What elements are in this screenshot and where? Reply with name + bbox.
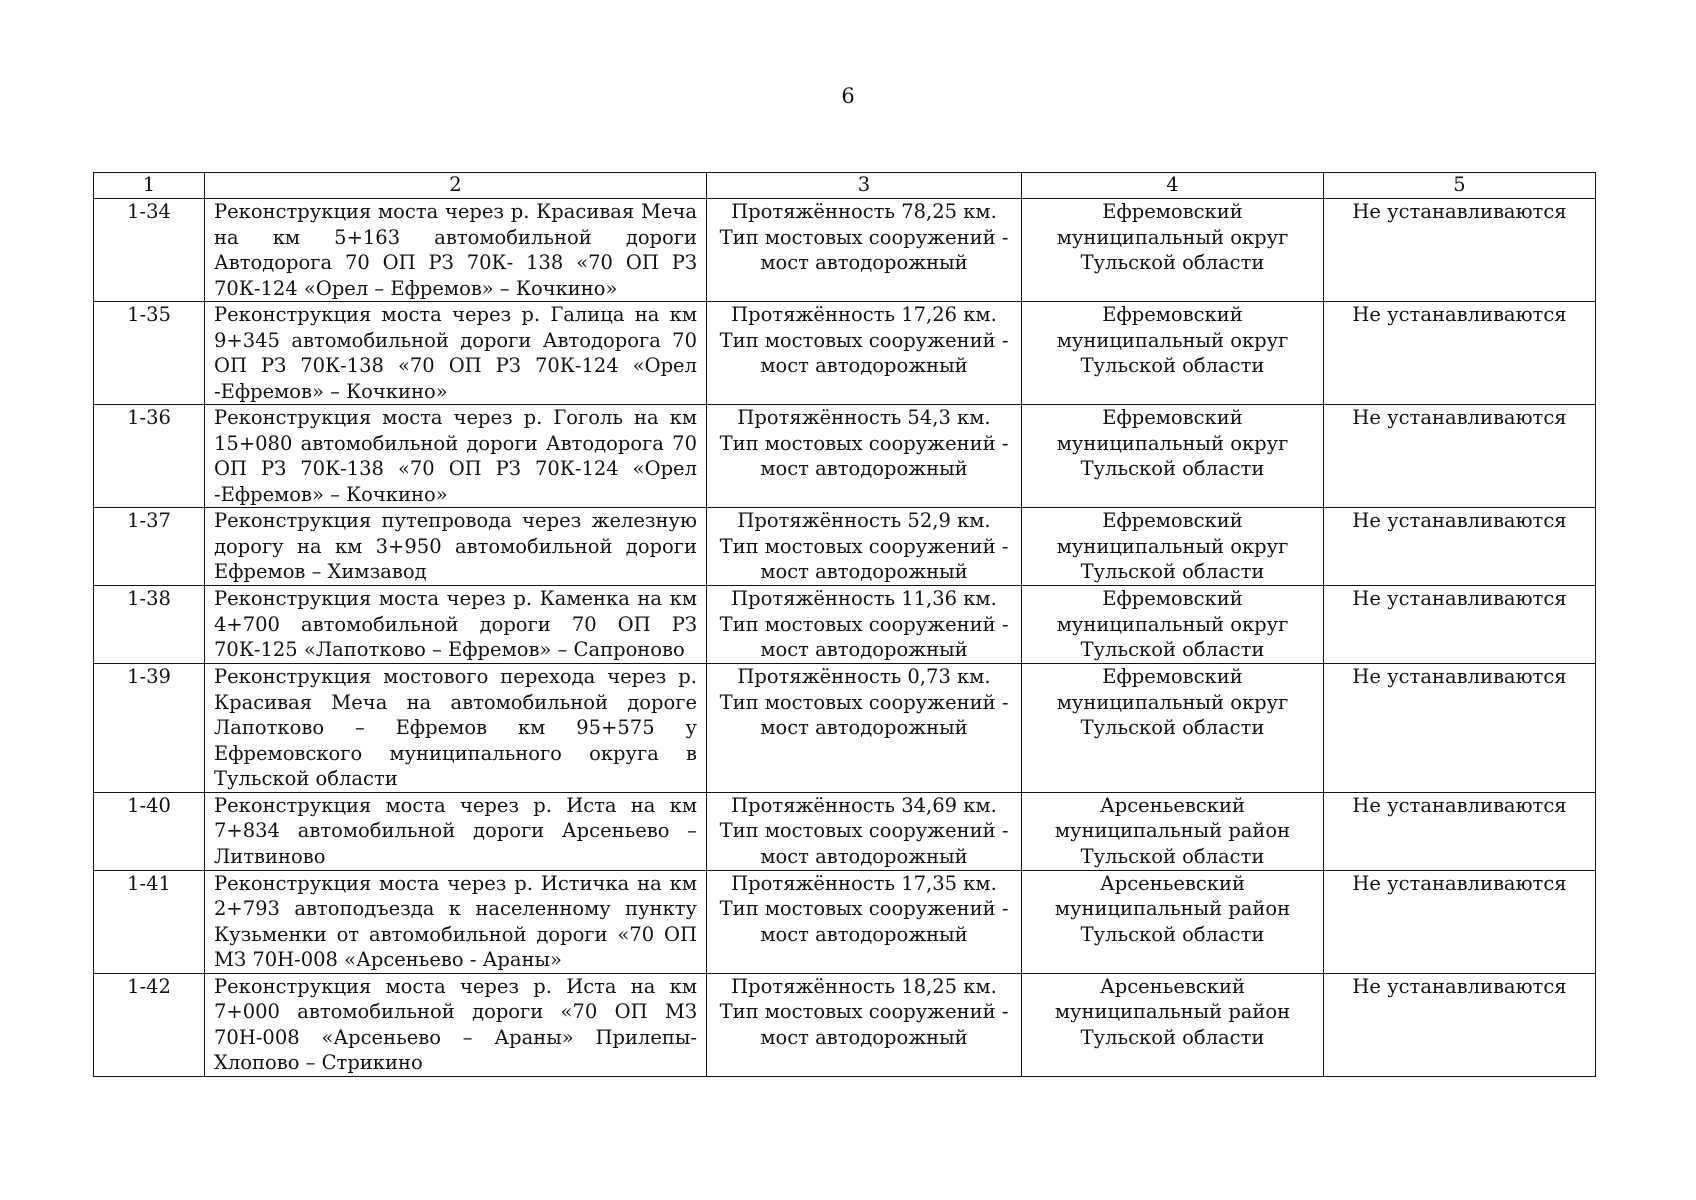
object-location [1022, 586, 1324, 664]
structure-type-label: Тип мостовых сооружений - [719, 897, 1009, 920]
length-text: Протяжённость 78,25 км. [731, 200, 997, 223]
object-characteristics [707, 586, 1022, 664]
location-line: Тульской области [1080, 844, 1265, 868]
object-description: Реконструкция моста через р. Иста на км 7+000 автомобильной дороги «70 ОП МЗ 70Н-008 «Арсеньево – Араны» Прилепы-Хлопово – Стрикино [205, 973, 707, 1076]
structure-type-value: мост автодорожный [760, 457, 968, 480]
object-description: Реконструкция моста через р. Иста на км 7+834 автомобильной дороги Арсеньево – Литвиново [205, 792, 707, 870]
table-row [94, 792, 1596, 870]
zone-status: Не устанавливаются [1324, 792, 1596, 870]
structure-type-label: Тип мостовых сооружений - [719, 431, 1009, 455]
column-header-4: 4 [1022, 173, 1324, 199]
object-characteristics [707, 792, 1022, 870]
location-line: Тульской области [1080, 1025, 1265, 1049]
location-line: Ефремовский [1102, 665, 1243, 688]
object-description: Реконструкция путепровода через железную дорогу на км 3+950 автомобильной дороги Ефремов – Химзавод [205, 508, 707, 586]
object-characteristics [707, 199, 1022, 302]
zone-status: Не устанавливаются [1324, 870, 1596, 973]
structure-type-label: Тип мостовых сооружений - [719, 819, 1009, 842]
structure-type-value: мост автодорожный [760, 638, 968, 661]
zone-status: Не устанавливаются [1324, 664, 1596, 793]
location-line: муниципальный округ [1056, 612, 1289, 636]
table-body [94, 199, 1596, 1077]
zone-status: Не устанавливаются [1324, 508, 1596, 586]
location-line: муниципальный район [1054, 897, 1291, 920]
object-location [1022, 199, 1324, 302]
object-location [1022, 508, 1324, 586]
location-line: Тульской области [1080, 922, 1265, 946]
length-text: Протяжённость 34,69 км. [731, 793, 997, 817]
object-description: Реконструкция моста через р. Истичка на км 2+793 автоподъезда к населенному пункту Кузьменки от автомобильной дороги «70 ОП МЗ 70Н-008 «Арсеньево - Араны» [205, 870, 707, 973]
length-text: Протяжённость 52,9 км. [737, 509, 991, 532]
table-row [94, 199, 1596, 302]
objects-table [93, 172, 1596, 1077]
zone-status: Не устанавливаются [1324, 302, 1596, 405]
table-row [94, 973, 1596, 1076]
structure-type-label: Тип мостовых сооружений - [719, 328, 1009, 352]
row-number: 1-40 [94, 792, 205, 870]
location-line: Арсеньевский [1100, 793, 1245, 817]
row-number: 1-42 [94, 973, 205, 1076]
structure-type-value: мост автодорожный [760, 922, 968, 946]
object-characteristics [707, 973, 1022, 1076]
object-description: Реконструкция моста через р. Гоголь на км 15+080 автомобильной дороги Автодорога 70 ОП РЗ 70К-138 «70 ОП РЗ 70К-124 «Орел -Ефремов» – Кочкино» [205, 405, 707, 508]
location-line: муниципальный округ [1056, 225, 1289, 249]
structure-type-label: Тип мостовых сооружений - [719, 612, 1009, 636]
table-row [94, 405, 1596, 508]
structure-type-value: мост автодорожный [760, 251, 968, 274]
object-characteristics [707, 405, 1022, 508]
zone-status: Не устанавливаются [1324, 586, 1596, 664]
location-line: Ефремовский [1102, 303, 1243, 326]
location-line: Тульской области [1080, 251, 1265, 274]
table-row [94, 302, 1596, 405]
row-number: 1-38 [94, 586, 205, 664]
location-line: Тульской области [1080, 457, 1265, 480]
length-text: Протяжённость 11,36 км. [731, 587, 997, 610]
object-description: Реконструкция моста через р. Красивая Меча на км 5+163 автомобильной дороги Автодорога 70 ОП РЗ 70К- 138 «70 ОП РЗ 70К-124 «Орел – Ефремов» – Кочкино» [205, 199, 707, 302]
location-line: Тульской области [1080, 638, 1265, 661]
table-row [94, 586, 1596, 664]
object-characteristics [707, 870, 1022, 973]
length-text: Протяжённость 17,35 км. [731, 871, 997, 895]
row-number: 1-37 [94, 508, 205, 586]
location-line: Ефремовский [1102, 406, 1243, 429]
location-line: Ефремовский [1102, 587, 1243, 610]
structure-type-value: мост автодорожный [760, 716, 968, 739]
table-row [94, 508, 1596, 586]
object-characteristics [707, 664, 1022, 793]
location-line: Ефремовский [1102, 509, 1243, 532]
row-number: 1-34 [94, 199, 205, 302]
length-text: Протяжённость 17,26 км. [731, 303, 997, 326]
location-line: муниципальный район [1054, 819, 1291, 842]
table-row [94, 870, 1596, 973]
column-header-3: 3 [707, 173, 1022, 199]
page-number: 6 [841, 84, 855, 108]
location-line: Тульской области [1080, 560, 1265, 583]
length-text: Протяжённость 18,25 км. [731, 974, 997, 998]
column-header-5: 5 [1324, 173, 1596, 199]
location-line: Арсеньевский [1100, 974, 1245, 998]
location-line: муниципальный округ [1056, 690, 1289, 714]
object-description: Реконструкция моста через р. Каменка на км 4+700 автомобильной дороги 70 ОП РЗ 70К-125 «Лапотково – Ефремов» – Сапроново [205, 586, 707, 664]
structure-type-label: Тип мостовых сооружений - [719, 690, 1009, 714]
object-location [1022, 792, 1324, 870]
structure-type-label: Тип мостовых сооружений - [719, 534, 1009, 558]
object-location [1022, 973, 1324, 1076]
location-line: муниципальный округ [1056, 328, 1289, 352]
location-line: муниципальный округ [1056, 534, 1289, 558]
object-location [1022, 405, 1324, 508]
zone-status: Не устанавливаются [1324, 199, 1596, 302]
row-number: 1-35 [94, 302, 205, 405]
location-line: Тульской области [1080, 354, 1265, 377]
length-text: Протяжённость 54,3 км. [737, 406, 991, 429]
object-characteristics [707, 508, 1022, 586]
object-location [1022, 664, 1324, 793]
header-row [94, 173, 1596, 199]
object-description: Реконструкция моста через р. Галица на км 9+345 автомобильной дороги Автодорога 70 ОП РЗ 70К-138 «70 ОП РЗ 70К-124 «Орел -Ефремов» – Кочкино» [205, 302, 707, 405]
row-number: 1-36 [94, 405, 205, 508]
structure-type-label: Тип мостовых сооружений - [719, 225, 1009, 249]
location-line: Тульской области [1080, 716, 1265, 739]
zone-status: Не устанавливаются [1324, 405, 1596, 508]
length-text: Протяжённость 0,73 км. [737, 665, 991, 688]
structure-type-value: мост автодорожный [760, 354, 968, 377]
location-line: муниципальный район [1054, 1000, 1291, 1023]
location-line: Арсеньевский [1100, 871, 1245, 895]
table-row [94, 664, 1596, 793]
column-header-2: 2 [205, 173, 707, 199]
object-characteristics [707, 302, 1022, 405]
structure-type-value: мост автодорожный [760, 1025, 968, 1049]
object-location [1022, 302, 1324, 405]
object-location [1022, 870, 1324, 973]
row-number: 1-39 [94, 664, 205, 793]
row-number: 1-41 [94, 870, 205, 973]
structure-type-label: Тип мостовых сооружений - [719, 1000, 1009, 1023]
zone-status: Не устанавливаются [1324, 973, 1596, 1076]
column-header-1: 1 [94, 173, 205, 199]
structure-type-value: мост автодорожный [760, 560, 968, 583]
structure-type-value: мост автодорожный [760, 844, 968, 868]
location-line: Ефремовский [1102, 200, 1243, 223]
object-description: Реконструкция мостового перехода через р. Красивая Меча на автомобильной дороге Лапотково – Ефремов км 95+575 у Ефремовского муниципального округа в Тульской области [205, 664, 707, 793]
location-line: муниципальный округ [1056, 431, 1289, 455]
